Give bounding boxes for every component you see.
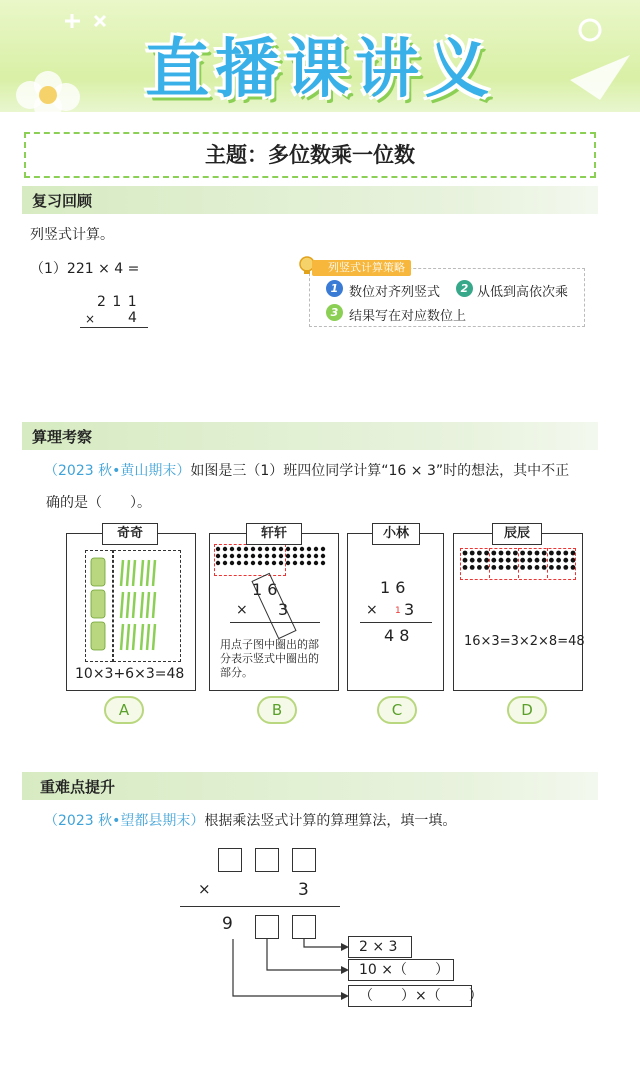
tip-text-3: 结果写在对应数位上 — [349, 309, 467, 324]
dot — [321, 547, 325, 551]
dot — [314, 561, 318, 565]
answer-box-hundreds[interactable] — [218, 848, 242, 872]
option-button-b[interactable]: B — [257, 696, 297, 724]
dot — [321, 554, 325, 558]
question-text: 如图是三（1）班四位同学计算“16 × 3”时的想法，其中不正 — [190, 463, 570, 479]
option-button-d[interactable]: D — [507, 696, 547, 724]
dot — [300, 561, 304, 565]
card-note-line: 部分。 — [220, 666, 253, 679]
dot — [314, 547, 318, 551]
banner-title: 直播课讲义 — [145, 33, 495, 107]
card-name-tab: 辰辰 — [492, 523, 542, 545]
divider-line — [547, 548, 549, 578]
dot — [300, 554, 304, 558]
dot — [286, 554, 290, 558]
option-button-c[interactable]: C — [377, 696, 417, 724]
question-source: （2023 秋•黄山期末） — [44, 463, 191, 479]
vertical-top-number: 2 1 1 — [97, 294, 138, 310]
vertical-multiplier: 3 — [404, 600, 415, 619]
vertical-operator: × — [236, 602, 248, 618]
vertical-operator: × — [198, 880, 211, 898]
vertical-line — [80, 327, 148, 328]
divider-line — [489, 548, 491, 578]
card-name-tab: 奇奇 — [102, 523, 158, 545]
section-title: 算理考察 — [32, 428, 93, 446]
tip-number-1: 1 — [326, 280, 343, 297]
dot — [286, 561, 290, 565]
dot — [307, 561, 311, 565]
dot — [293, 561, 297, 565]
vertical-line — [360, 622, 432, 623]
circled-dots — [214, 544, 286, 576]
vertical-multiplier: 3 — [298, 880, 309, 900]
carry-digit: 1 — [395, 606, 401, 616]
card-formula: 10×3+6×3=48 — [75, 666, 185, 682]
dot — [300, 547, 304, 551]
banner — [0, 0, 640, 112]
option-card-c — [347, 533, 444, 691]
dot — [293, 547, 297, 551]
option-card-d — [453, 533, 583, 691]
topic-title: 主题：多位数乘一位数 — [24, 132, 596, 178]
result-digit: 9 — [222, 914, 233, 934]
section-title: 复习回顾 — [32, 192, 93, 210]
question-source: （2023 秋•望都县期末） — [44, 813, 205, 829]
option-card-a — [66, 533, 196, 691]
circled-mark — [251, 573, 296, 639]
answer-box-tens[interactable] — [255, 848, 279, 872]
vertical-operator: × — [366, 602, 378, 618]
strategy-label: 列竖式计算策略 — [312, 260, 411, 276]
dot — [307, 547, 311, 551]
vertical-line — [180, 906, 340, 907]
vertical-result: 4 8 — [384, 626, 410, 645]
question-text: 根据乘法竖式计算的算理算法，填一填。 — [204, 813, 457, 829]
tip-text-2: 从低到高依次乘 — [477, 285, 569, 300]
dot — [286, 547, 290, 551]
reasoning-box-tens: 10 ×（ ） — [348, 959, 454, 981]
reasoning-box-hundreds: （ ）×（ ） — [348, 985, 472, 1007]
question-text-line2: 确的是（ ）。 — [46, 495, 151, 511]
reasoning-box-ones: 2 × 3 — [348, 936, 412, 958]
vertical-top-number: 1 6 — [380, 578, 406, 597]
section-title: 重难点提升 — [40, 778, 116, 796]
tip-number-2: 2 — [456, 280, 473, 297]
option-card-b — [209, 533, 339, 691]
vertical-multiplier: 4 — [128, 310, 137, 326]
tip-text-1: 数位对齐列竖式 — [349, 285, 441, 300]
tip-number-3: 3 — [326, 304, 343, 321]
vertical-top-number: 1 6 — [252, 580, 278, 599]
section-header-review — [22, 186, 598, 214]
card-name-tab: 轩轩 — [246, 523, 302, 545]
dot — [321, 561, 325, 565]
card-formula: 16×3=3×2×8=48 — [464, 634, 585, 649]
divider-line — [518, 548, 520, 578]
dot — [314, 554, 318, 558]
card-note-line: 分表示竖式中圈出的 — [220, 652, 319, 665]
vertical-multiplier: 3 — [278, 600, 289, 619]
section-header-advanced — [22, 772, 598, 800]
section-header-reasoning — [22, 422, 598, 450]
card-note-line: 用点子图中圈出的部 — [220, 638, 319, 651]
vertical-operator: × — [85, 312, 96, 326]
problem-text: （1）221 × 4 = — [30, 261, 140, 277]
dot — [293, 554, 297, 558]
connector-arrows — [225, 935, 355, 1000]
option-button-a[interactable]: A — [104, 696, 144, 724]
sticks-icon — [87, 556, 177, 656]
dot — [307, 554, 311, 558]
card-name-tab: 小林 — [372, 523, 420, 545]
instruction-text: 列竖式计算。 — [30, 227, 114, 243]
answer-box-ones[interactable] — [292, 848, 316, 872]
